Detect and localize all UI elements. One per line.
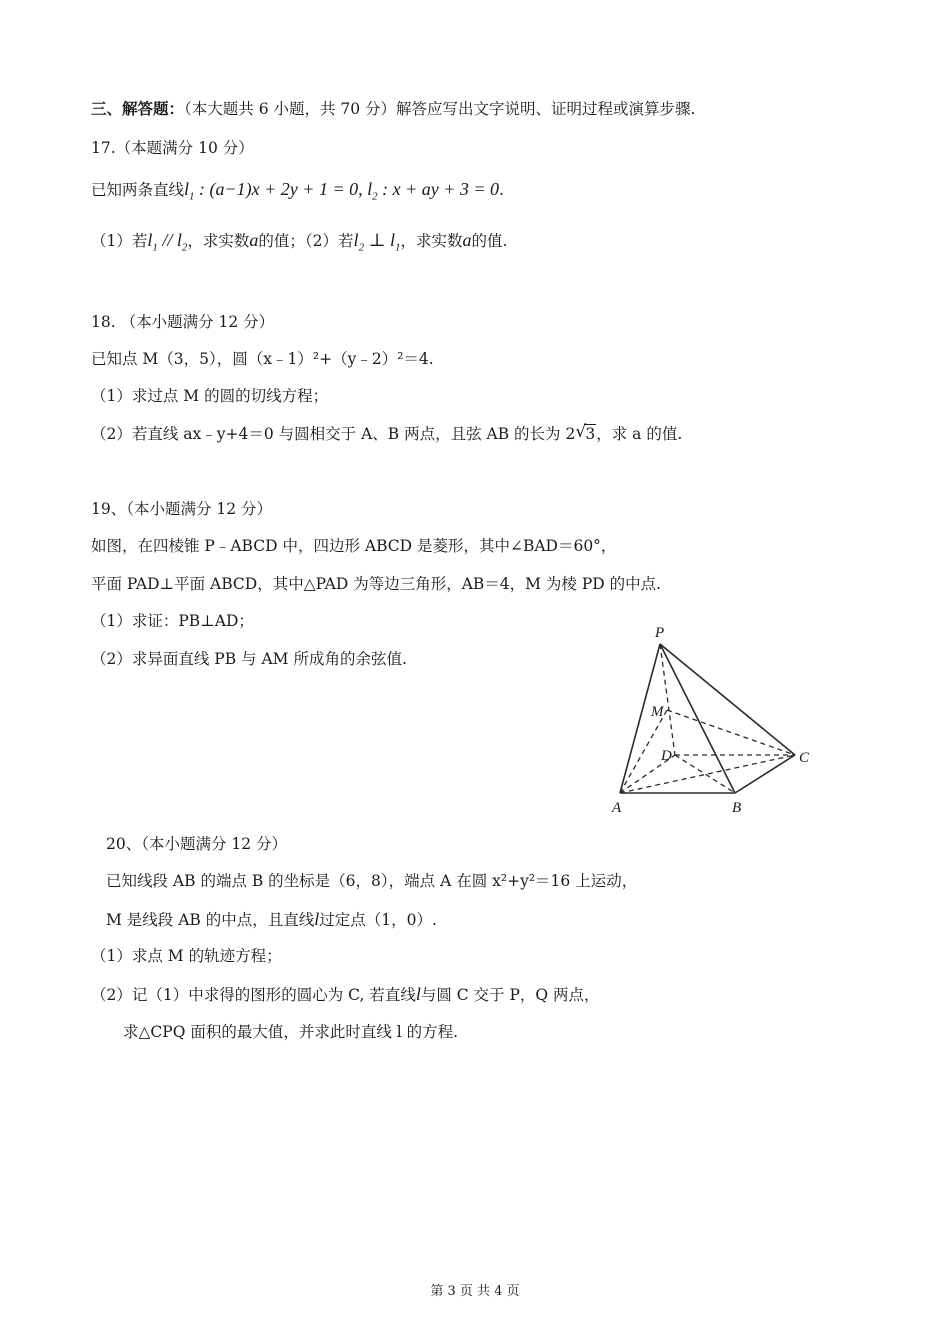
- edge-AM: [620, 710, 667, 793]
- section-heading: [91, 98, 696, 120]
- label-B: B: [732, 800, 742, 816]
- sqrt-radicand: 3: [585, 425, 596, 443]
- q17-p1-prefix: （1）若: [91, 232, 148, 250]
- section-description: （本大题共 6 小题，共 70 分）解答应写出文字说明、证明过程或演算步骤.: [184, 100, 696, 118]
- q18-header: 18. （本小题满分 12 分）: [91, 313, 275, 331]
- edge-AC: [620, 755, 795, 793]
- page-footer: 第 3 页 共 4 页: [430, 1284, 520, 1299]
- q17-var-a2: a: [462, 230, 472, 250]
- q20-var-l2: l: [415, 984, 421, 1004]
- q20-var-l1: l: [314, 909, 320, 929]
- section-title: 三、解答题：: [91, 99, 185, 118]
- q17-parallel-expr: $l_1 // l_2$: [147, 230, 188, 254]
- q18-line3-b: ，求 a 的值.: [596, 425, 683, 443]
- q20-line4: [91, 983, 600, 1006]
- q18-line3: [91, 423, 682, 445]
- q18-line3-a: （2）若直线 ax﹣y+4＝0 与圆相交于 A、B 两点，且弦 AB 的长为 2: [91, 425, 576, 443]
- q20-line2: [106, 908, 437, 931]
- q17-l2-eq-text: x + ay + 3 = 0: [392, 179, 500, 199]
- q20-line4-a: （2）记（1）中求得的图形的圆心为 C, 若直线: [91, 986, 416, 1004]
- q17-p1-suffix: 的值；（2）若: [258, 232, 354, 250]
- q17-p1-mid: ，求实数: [187, 232, 250, 250]
- q17-intro: [91, 178, 504, 208]
- q19-line3: （1）求证：PB⊥AD；: [91, 612, 254, 630]
- q17-l1-equation: : (a−1)x + 2y + 1 = 0, $l_2$ : x + ay + 3 = 0: [194, 179, 500, 203]
- edge-MC: [667, 710, 795, 755]
- q17-header: 17.（本题满分 10 分）: [91, 139, 254, 157]
- label-P: P: [655, 625, 665, 641]
- q19-line1: 如图，在四棱锥 P﹣ABCD 中，四边形 ABCD 是菱形，其中∠BAD＝60°，: [91, 537, 617, 555]
- q17-perp-expr: $l_2$ ⊥ $l_1$: [353, 230, 401, 254]
- q17-p2-suffix: 的值.: [471, 232, 508, 250]
- edge-PB: [660, 644, 735, 793]
- q17-l1-eq-text: (a−1)x + 2y + 1 = 0,: [209, 179, 363, 199]
- q20-line4-b: 与圆 C 交于 P，Q 两点，: [420, 986, 600, 1004]
- q19-line2: 平面 PAD⊥平面 ABCD，其中△PAD 为等边三角形，AB＝4，M 为棱 PD 的中点.: [91, 575, 662, 593]
- q20-line5: 求△CPQ 面积的最大值，并求此时直线 l 的方程.: [123, 1023, 459, 1041]
- label-C: C: [799, 750, 810, 766]
- label-M: M: [651, 704, 664, 720]
- q20-line1: 已知线段 AB 的端点 B 的坐标是（6，8），端点 A 在圆 x²+y²＝16 上运动，: [106, 872, 638, 890]
- q18-line2: （1）求过点 M 的圆的切线方程；: [91, 387, 329, 405]
- q17-l1-label: $l_1$: [184, 179, 195, 203]
- q17-period: .: [499, 181, 504, 199]
- q17-p2-mid: ，求实数: [400, 232, 463, 250]
- q19-line4: （2）求异面直线 PB 与 AM 所成角的余弦值.: [91, 650, 407, 668]
- edge-BC: [735, 755, 795, 793]
- q20-header: 20、（本小题满分 12 分）: [106, 835, 288, 853]
- label-D: D: [661, 748, 672, 764]
- label-A: A: [612, 800, 622, 816]
- q17-parts: [91, 229, 507, 259]
- q20-line2-b: 过定点（1，0）.: [319, 911, 437, 929]
- pyramid-figure: [605, 620, 835, 820]
- q20-line2-a: M 是线段 AB 的中点，且直线: [106, 911, 315, 929]
- q17-var-a1: a: [249, 230, 259, 250]
- edge-PC: [660, 644, 795, 755]
- q17-intro-text: 已知两条直线: [91, 181, 185, 199]
- q18-line1: 已知点 M（3，5），圆（x﹣1）²+（y﹣2）²＝4.: [91, 350, 434, 368]
- q20-line3: （1）求点 M 的轨迹方程；: [91, 947, 282, 965]
- q19-header: 19、（本小题满分 12 分）: [91, 500, 273, 518]
- sqrt-expression: [575, 423, 596, 445]
